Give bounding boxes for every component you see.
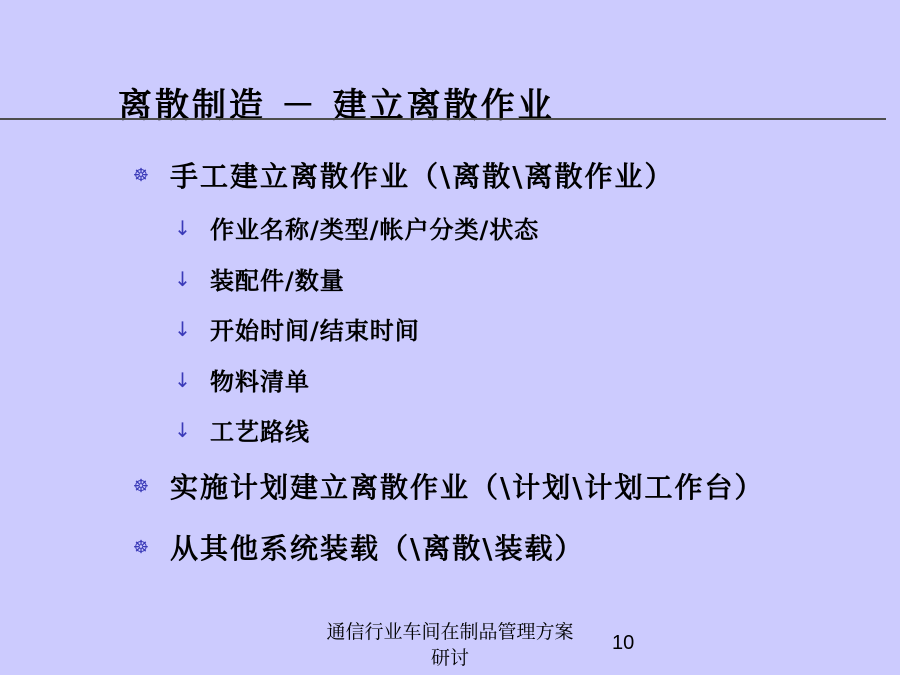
arrow-down-icon: ↓ [174, 367, 192, 392]
bullet-manual-create [132, 155, 674, 195]
slide-title: 离散制造 － 建立离散作业 [118, 86, 555, 126]
bullet-import [132, 527, 584, 567]
sub-bullet-job-name [174, 210, 539, 245]
sub-bullet-text: 工艺路线 [210, 418, 310, 446]
wheel-bullet-icon: ☸ [132, 475, 152, 497]
arrow-down-icon: ↓ [174, 417, 192, 442]
bullet-text: 实施计划建立离散作业（\计划\计划工作台） [170, 471, 765, 504]
sub-bullet-time [174, 311, 420, 346]
bullet-plan-create [132, 466, 764, 506]
sub-bullet-text: 装配件/数量 [210, 267, 345, 295]
page-number: 10 [612, 632, 635, 654]
footer-title: 通信行业车间在制品管理方案研讨 [326, 622, 574, 669]
arrow-down-icon: ↓ [174, 316, 192, 341]
bullet-text: 从其他系统装载（\离散\装载） [170, 532, 585, 565]
sub-bullet-bom [174, 362, 310, 397]
wheel-bullet-icon: ☸ [132, 536, 152, 558]
sub-bullet-routing [174, 412, 310, 447]
wheel-bullet-icon: ☸ [132, 164, 152, 186]
title-divider [0, 118, 886, 120]
arrow-down-icon: ↓ [174, 215, 192, 240]
bullet-text: 手工建立离散作业（\离散\离散作业） [170, 160, 675, 193]
sub-bullet-text: 物料清单 [210, 368, 310, 396]
sub-bullet-text: 作业名称/类型/帐户分类/状态 [210, 216, 540, 244]
sub-bullet-assembly [174, 261, 345, 296]
arrow-down-icon: ↓ [174, 266, 192, 291]
sub-bullet-text: 开始时间/结束时间 [210, 317, 420, 345]
